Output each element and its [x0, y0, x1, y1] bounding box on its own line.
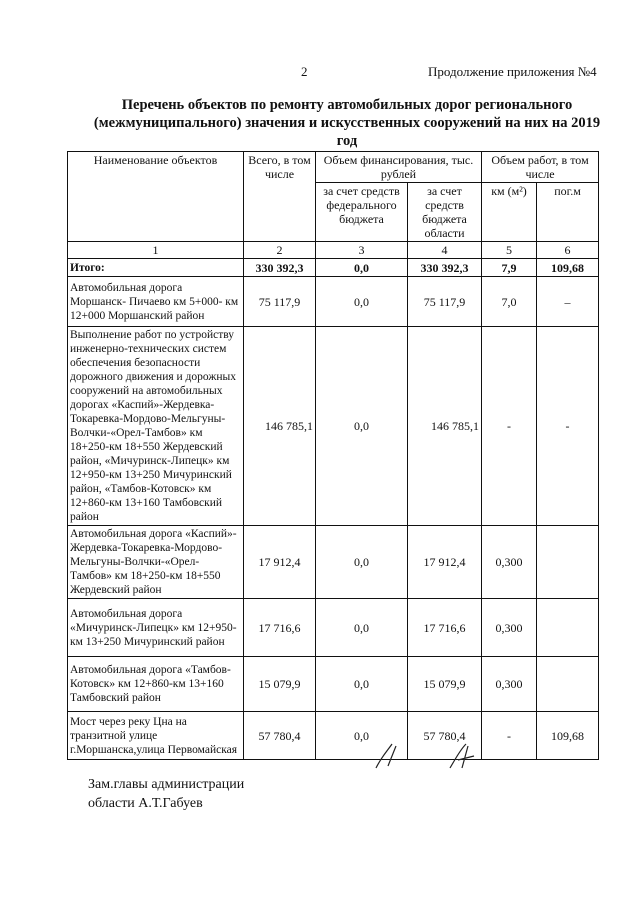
header-work: Объем работ, в том числе	[482, 152, 599, 183]
header-name: Наименование объектов	[68, 152, 244, 242]
table-row	[68, 526, 599, 599]
header-km: км (м²)	[482, 183, 537, 242]
object-km: 0,300	[482, 657, 537, 712]
object-pogm: -	[537, 327, 599, 526]
object-name: Автомобильная дорога «Каспий»-Жердевка-Токаревка-Мордово-Мельгуны-Волчки-«Орел-Тамбов» км 18+250-км 18+550 Жердевский район	[68, 526, 244, 599]
object-pogm	[537, 599, 599, 657]
object-total: 17 716,6	[244, 599, 316, 657]
object-federal: 0,0	[316, 712, 408, 760]
object-pogm: –	[537, 277, 599, 327]
page-number: 2	[301, 64, 308, 79]
column-number: 6	[537, 242, 599, 259]
object-regional: 15 079,9	[408, 657, 482, 712]
column-number: 3	[316, 242, 408, 259]
header-funding: Объем финансирования, тыс. рублей	[316, 152, 482, 183]
object-km: -	[482, 712, 537, 760]
object-total: 15 079,9	[244, 657, 316, 712]
object-pogm: 109,68	[537, 712, 599, 760]
object-federal: 0,0	[316, 526, 408, 599]
header-pogm: пог.м	[537, 183, 599, 242]
table-row	[68, 327, 599, 526]
object-federal: 0,0	[316, 277, 408, 327]
total-regional: 330 392,3	[408, 259, 482, 277]
object-regional: 57 780,4	[408, 712, 482, 760]
signature-scribble	[370, 742, 480, 770]
objects-table	[67, 151, 599, 760]
object-pogm	[537, 657, 599, 712]
total-row	[68, 259, 599, 277]
object-name: Автомобильная дорога Моршанск- Пичаево км 5+000- км 12+000 Моршанский район	[68, 277, 244, 327]
table-row	[68, 657, 599, 712]
object-federal: 0,0	[316, 327, 408, 526]
object-regional: 17 912,4	[408, 526, 482, 599]
header-total: Всего, в том числе	[244, 152, 316, 242]
object-total: 75 117,9	[244, 277, 316, 327]
signature-position: Зам.главы администрации	[88, 777, 245, 792]
object-total: 146 785,1	[244, 327, 316, 526]
table-row	[68, 599, 599, 657]
total-federal: 0,0	[316, 259, 408, 277]
object-federal: 0,0	[316, 599, 408, 657]
total-label: Итого:	[68, 259, 244, 277]
column-number: 5	[482, 242, 537, 259]
document-title: Перечень объектов по ремонту автомобильных дорог регионального (межмуниципального) значения и искусственных сооружений на них на 2019 год	[93, 97, 601, 149]
object-pogm	[537, 526, 599, 599]
column-number: 1	[68, 242, 244, 259]
column-number: 4	[408, 242, 482, 259]
total-pogm: 109,68	[537, 259, 599, 277]
column-number: 2	[244, 242, 316, 259]
appendix-note: Продолжение приложения №4	[428, 64, 597, 79]
object-name: Автомобильная дорога «Тамбов-Котовск» км 12+860-км 13+160 Тамбовский район	[68, 657, 244, 712]
total-km: 7,9	[482, 259, 537, 277]
object-name: Автомобильная дорога «Мичуринск-Липецк» км 12+950-км 13+250 Мичуринский район	[68, 599, 244, 657]
object-km: 0,300	[482, 526, 537, 599]
table-row	[68, 712, 599, 760]
object-km: 7,0	[482, 277, 537, 327]
object-name: Выполнение работ по устройству инженерно-технических систем обеспечения безопасности дорожного движения и дорожных сооружений на автомобильных дорогах «Каспий»-Жердевка-Токаревка-Мордово-Мельгуны-Волчки-«Орел-Тамбов» км 18+250-км 18+550 Жердевский район, «Мичуринск-Липецк» км 12+950-км 13+250 Мичуринский район, «Тамбов-Котовск» км 12+860-км 13+160 Тамбовский район	[68, 327, 244, 526]
table-row	[68, 277, 599, 327]
object-total: 17 912,4	[244, 526, 316, 599]
signature-name: области А.Т.Габуев	[88, 796, 203, 811]
object-name: Мост через реку Цна на транзитной улице г.Моршанска,улица Первомайская	[68, 712, 244, 760]
object-federal: 0,0	[316, 657, 408, 712]
header-regional: за счет средств бюджета области	[408, 183, 482, 242]
header-federal: за счет средств федерального бюджета	[316, 183, 408, 242]
column-numbers-row	[68, 242, 599, 259]
object-regional: 75 117,9	[408, 277, 482, 327]
total-sum: 330 392,3	[244, 259, 316, 277]
object-km: -	[482, 327, 537, 526]
object-km: 0,300	[482, 599, 537, 657]
object-regional: 17 716,6	[408, 599, 482, 657]
object-total: 57 780,4	[244, 712, 316, 760]
object-regional: 146 785,1	[408, 327, 482, 526]
